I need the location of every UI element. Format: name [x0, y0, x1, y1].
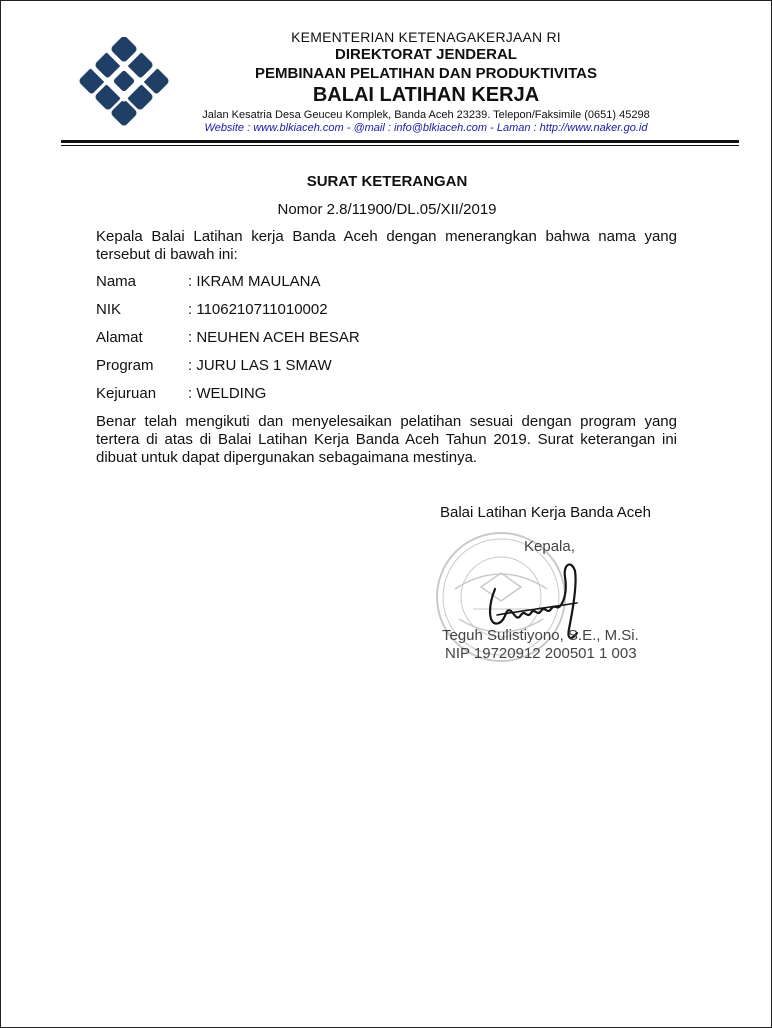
closing-paragraph: Benar telah mengikuti dan menyelesaikan pelatihan sesuai dengan program yang tertera di atas di Balai Latihan Kerja Banda Aceh Tahun 2019. Surat keterangan ini dibuat untuk dapat dipergunakan sebagaimana mestinya.	[96, 413, 677, 466]
intro-paragraph: Kepala Balai Latihan kerja Banda Aceh dengan menerangkan bahwa nama yang tersebut di bawah ini:	[96, 228, 677, 263]
field-value: : NEUHEN ACEH BESAR	[188, 329, 360, 346]
field-row-specialization	[96, 385, 677, 413]
institution-address: Jalan Kesatria Desa Geuceu Komplek, Banda Aceh 23239. Telepon/Faksimile (0651) 45298	[202, 109, 650, 121]
field-row-program	[96, 357, 677, 385]
directorate-name: DIREKTORAT JENDERAL	[335, 46, 517, 63]
field-value: : JURU LAS 1 SMAW	[188, 357, 332, 374]
field-label: Kejuruan	[96, 385, 157, 402]
ministry-logo-icon	[77, 37, 173, 127]
letterhead	[181, 29, 671, 135]
field-row-address	[96, 329, 677, 357]
signatory-institution: Balai Latihan Kerja Banda Aceh	[440, 504, 651, 521]
field-label: Alamat	[96, 329, 143, 346]
division-name: PEMBINAAN PELATIHAN DAN PRODUKTIVITAS	[255, 65, 597, 82]
header-divider-thick	[61, 140, 739, 143]
identity-fields	[96, 273, 677, 413]
field-value: : WELDING	[188, 385, 267, 402]
ministry-name: KEMENTERIAN KETENAGAKERJAAN RI	[291, 29, 561, 45]
signatory-nip: NIP 19720912 200501 1 003	[445, 645, 637, 662]
header-divider-thin	[61, 145, 739, 146]
institution-contact: Website : www.blkiaceh.com - @mail : info@blkiaceh.com - Laman : http://www.naker.go.id	[204, 122, 648, 134]
field-value: : 1106210711010002	[188, 301, 328, 318]
institution-name: BALAI LATIHAN KERJA	[312, 84, 540, 106]
signatory-position: Kepala,	[524, 538, 575, 555]
field-label: NIK	[96, 301, 122, 318]
field-value: : IKRAM MAULANA	[188, 273, 321, 290]
signatory-name: Teguh Sulistiyono, S.E., M.Si.	[442, 627, 639, 644]
field-label: Nama	[96, 273, 137, 290]
field-row-name	[96, 273, 677, 301]
document-number: Nomor 2.8/11900/DL.05/XII/2019	[277, 201, 497, 218]
document-title: SURAT KETERANGAN	[306, 173, 468, 190]
field-label: Program	[96, 357, 154, 374]
field-row-nik	[96, 301, 677, 329]
